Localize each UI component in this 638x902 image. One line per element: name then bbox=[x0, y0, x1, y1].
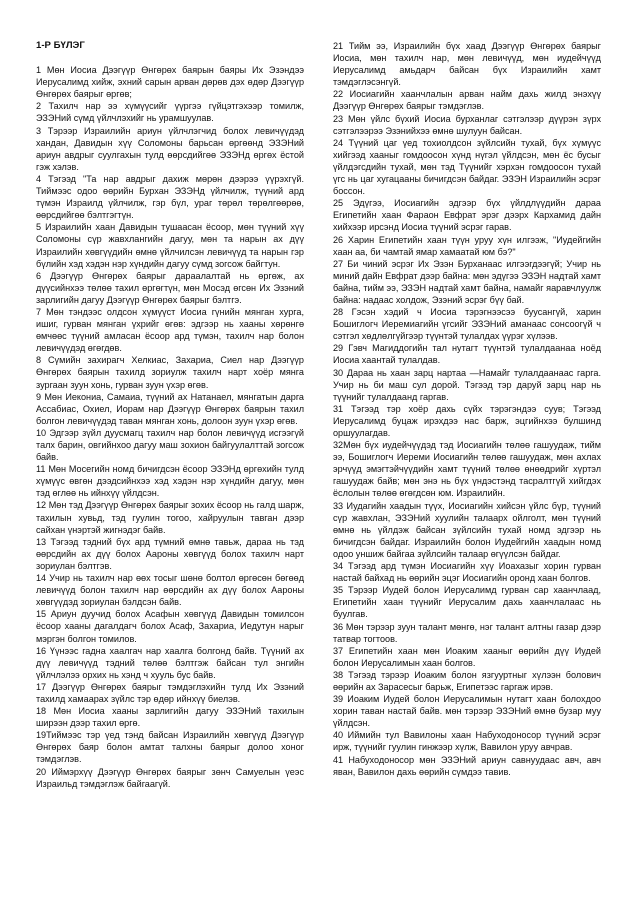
verse-paragraph: 17 Дээгүүр Өнгөрөх баярыг тэмдэглэхийн тулд Их Эзэний тахилд хамаарах зүйлс тэр өдөр ийнхүү биелэв. bbox=[36, 681, 304, 704]
verse-paragraph: 30 Дараа нь хаан зарц нартаа —Намайг тулалдаанаас гарга. Учир нь би маш сул дорой. Тэгээд тэр даруй зарц нар нь түүнийг тулалдаанд гаргав. bbox=[333, 367, 601, 402]
verse-paragraph: 28 Гэсэн хэдий ч Иосиа тэрэгнээсээ буусангүй, харин Бошиглогч Иеремиагийн үгсийг ЭЗЭНий аманаас сонсоогүй ч сэтгэл хөдлөлгүйгээр түүнтэй тулалдах үүрэг хүлээв. bbox=[333, 307, 601, 342]
verse-paragraph: 38 Тэгээд тэрээр Иоаким болон язгууртныг хүлээн болович өөрийн ах Зарасесыг барьж, Египетээс гаргаж ирэв. bbox=[333, 669, 601, 692]
verse-paragraph: 41 Набуходоносор мөн ЭЗЭНий ариун савнуудаас авч, авч яван, Вавилон дахь өөрийн сүмдээ тавив. bbox=[333, 754, 601, 777]
verse-paragraph: 7 Мөн тэндээс олдсон хүмүүст Иосиа гүнийн мянган хурга, ишиг, гурван мянган үхрийг өгөв: эдгээр нь хааны хөрөнгө өмчөөс түүний амласан ёсоор ард түмэн, тахилч нар болон левичүүдэд өгөгдөв. bbox=[36, 306, 304, 354]
verse-paragraph: 39 Иоаким Иудей болон Иерусалимын нутагт хаан болохдоо хорин таван настай байв. мөн тэрээр ЭЗЭНий өмнө бузар муу үйлдсэн. bbox=[333, 694, 601, 729]
verse-paragraph: 16 Үүнээс гадна хаалгач нар хаалга болгонд байв. Түүний ах дүү левичүүд тэдний төлөө бэлтгэж байсан тул энгийн үйлчлэлээ орхих нь хэнд ч хууль бус байв. bbox=[36, 645, 304, 680]
verse-paragraph: 20 Иймэрхүү Дээгүүр Өнгөрөх баярыг зөнч Самуелын үеэс Израильд тэмдэглэж байгаагүй. bbox=[36, 766, 304, 789]
verse-paragraph: 37 Египетийн хаан мөн Иоаким хааныг өөрийн дүү Иудей болон Иерусалимын хаан болгов. bbox=[333, 645, 601, 668]
verse-paragraph: 9 Мөн Иекониа, Самаиа, түүний ах Натанаел, мянгатын дарга Ассабиас, Охиел, Иорам нар Дээгүүр Өнгөрөх баярын тахил болгон левичүүдэд таван мянган хонь, долоон зуун үхэр өгөв. bbox=[36, 391, 304, 426]
verse-paragraph: 18 Мөн Иосиа хааны зарлигийн дагуу ЭЗЭНий тахилын ширээн дээр тахил өргө. bbox=[36, 706, 304, 729]
verse-paragraph: 23 Мөн үйлс бүхий Иосиа бурханлаг сэтгэлээр дүүрэн зүрх сэтгэлээрээ Эзэнийхээ өмнө шулуун байсан. bbox=[333, 113, 601, 136]
left-column bbox=[36, 40, 304, 790]
verse-paragraph: 25 Эдүгээ, Иосиагийн эдгээр бүх үйлдлүүдийн дараа Египетийн хаан Фараон Евфрат эрэг дээрх Кархамид дайн хийхээр ирсэнд Иосиа түүний эсрэг гарав. bbox=[333, 198, 601, 233]
verse-paragraph: 12 Мөн тэд Дээгүүр Өнгөрөх баярыг зохих ёсоор нь галд шарж, тахилын хувьд, тэд гуулин тогоо, хайруулын тавган дээр сайхан үнэртэй жигнэдэг байв. bbox=[36, 500, 304, 535]
verse-paragraph: 19Тиймээс тэр үед тэнд байсан Израилийн хөвгүүд Дээгүүр Өнгөрөх баяр болон амтат талхны баярыг долоо хоног тэмдэглэв. bbox=[36, 730, 304, 765]
left-column-body bbox=[36, 64, 304, 790]
verse-paragraph: 29 Гэвч Магиддогийн тал нутагт түүнтэй тулалдаанаа ноёд Иосиа хаантай тулалдав. bbox=[333, 343, 601, 366]
verse-paragraph: 11 Мөн Мосегийн номд бичигдсэн ёсоор ЭЗЭНд өргөхийн тулд хүмүүс өвгөн дээдсийнхээ хэд хэдэн нэр хүндийн дагуу, мөн тэд өглөө нь ийнхүү үйлдсэн. bbox=[36, 464, 304, 499]
right-column-body bbox=[333, 40, 601, 778]
verse-paragraph: 40 Иймийн тул Вавилоны хаан Набуходоносор түүний эсрэг ирж, түүнийг гуулин гинжээр хүлж, Вавилон уруу авчрав. bbox=[333, 730, 601, 753]
verse-paragraph: 13 Тэгээд тэдний бүх ард түмний өмнө тавьж, дараа нь тэд өөрсдийн ах дүү болох Аароны хөвгүүд болох тахилч нарт зориулан бэлтгэв. bbox=[36, 536, 304, 571]
verse-paragraph: 5 Израилийн хаан Давидын тушаасан ёсоор, мөн түүний хүү Соломоны сүр жавхлангийн дагуу, мөн та нарын ах дүү Израилийн хөвгүүдийн өмнө үйлчилсэн левичүүд та нарын гэр бүлийн хэд хэдэн нэр хүндийн дагуу сүмд зогсож байгтун. bbox=[36, 222, 304, 269]
right-column bbox=[333, 40, 601, 778]
verse-paragraph: 34 Тэгээд ард түмэн Иосиагийн хүү Иоахазыг хорин гурван настай байхад нь өөрийн эцэг Иосиагийн оронд хаан болгов. bbox=[333, 561, 601, 584]
verse-paragraph: 4 Тэгээд "Та нар авдрыг дахиж мөрөн дээрээ үүрэхгүй. Тиймээс одоо өөрийн Бурхан ЭЗЭНд үйлчилж, түүний ард түмэн Израилд үйлчилж, гэр бүл, ураг төрөл төрөлгөөрөө, өөрсдийгөө бэлтгэгтүн. bbox=[36, 173, 304, 221]
verse-paragraph: 22 Иосиагийн хаанчлалын арван найм дахь жилд энэхүү Дээгүүр Өнгөрөх баярыг тэмдэглэв. bbox=[333, 89, 601, 112]
verse-paragraph: 14 Учир нь тахилч нар өөх тосыг шөнө болтол өргөсөн бөгөөд левичүүд болон тахилч нар өөрсдийн ах дүү болох Аароны хөвгүүдэд зориулан бэлдсэн байв. bbox=[36, 573, 304, 608]
verse-paragraph: 2 Тахилч нар ээ хүмүүсийг үүргээ гүйцэтгэхээр томилж, ЭЗЭНий сүмд үйлчлэхийг нь урамшуулав. bbox=[36, 101, 304, 124]
verse-paragraph: 35 Тэрээр Иудей болон Иерусалимд гурван сар хаанчлаад, Египетийн хаан түүнийг Иерусалим дахь хаанчлалаас нь буулгав. bbox=[333, 585, 601, 620]
verse-paragraph: 1 Мөн Иосиа Дээгүүр Өнгөрөх баярын баяры Их Эзэндээ Иерусалимд хийж, эхний сарын арван дөрөв дэх өдөр Дээгүүр Өнгөрөх баярыг өргөв; bbox=[36, 65, 304, 100]
verse-paragraph: 32Мөн бүх иудейчүүдэд тэд Иосиагийн төлөө гашуудаж, тийм ээ, Бошиглогч Иереми Иосиагийн төлөө гашуудаж, мөн ахлах эрчүүд эмэгтэйчүүдийн хамт түүний төлөө өнөөдрийг хүртэл гашуудаж байв; мөн энэ нь бүх үндэстэнд тасралтгүй хийгдэх ёслолын төлөө өгөгдсөн юм. Израилийн. bbox=[333, 440, 601, 499]
verse-paragraph: 36 Мөн тэрээр зуун талант мөнгө, нэг талант алтны газар дээр татвар тогтоов. bbox=[333, 621, 601, 644]
verse-paragraph: 31 Тэгээд тэр хоёр дахь сүйх тэрэгэндээ суув; Тэгээд Иерусалимд буцаж ирэхдээ нас барж, эцгийнхээ булшинд оршуулагдав. bbox=[333, 403, 601, 438]
verse-paragraph: 6 Дээгүүр Өнгөрөх баярыг дараалалтай нь өргөж, ах дүүсийнхээ төлөө тахил өргөгтүн, мөн Мосэд өгсөн Их Эзэний зарлигийн дагуу Дээгүүр Өнгөрөх баярыг бэлтгэ. bbox=[36, 270, 304, 305]
verse-paragraph: 26 Харин Египетийн хаан түүн уруу хүн илгээж, "Иудейгийн хаан аа, би чамтай ямар хамаатай юм бэ?" bbox=[333, 234, 601, 257]
verse-paragraph: 33 Иудагийн хаадын түүх, Иосиагийн хийсэн үйлс бүр, түүний сүр жавхлан, ЭЗЭНий хуулийн талаарх ойлголт, мөн түүний өмнө нь үйлдэж байсан зүйлсийн тухай номд эдгээр нь бичигдсэн байдаг. Израилийн болон Иудейгийн хаадын номд одоо уншиж байгаа зүйлсийн талаар өгүүлсэн байдаг. bbox=[333, 500, 601, 559]
verse-paragraph: 21 Тийм ээ, Израилийн бүх хаад Дээгүүр Өнгөрөх баярыг Иосиа, мөн тахилч нар, мөн левичүүд, мөн иудейчүүд Иерусалимд амьдарч байсан бүх Израилийн хамт тэмдэглэсэнгүй. bbox=[333, 41, 601, 88]
verse-paragraph: 27 Би чиний эсрэг Их Эзэн Бурханаас илгээгдээгүй; Учир нь миний дайн Евфрат дээр байна: мөн эдүгээ ЭЗЭН надтай хамт байна, тийм ээ, ЭЗЭН надтай хамт байна, намайг яаравчлуулж байна: надаас холдож, Эзэний эсрэг бүү бай. bbox=[333, 258, 601, 305]
verse-paragraph: 15 Ариун дуучид болох Асафын хөвгүүд Давидын томилсон ёсоор хааны дагалдагч болох Асаф, Захариа, Иедутун нарыг мэргэн болгон томилов. bbox=[36, 609, 304, 644]
chapter-heading: 1-Р БҮЛЭГ bbox=[36, 40, 85, 51]
verse-paragraph: 10 Эдгээр зүйл дуусмагц тахилч нар болон левичүүд исгээгүй талх барин, овгийнхоо дагуу маш зохион байгуулалттай зогсож байв. bbox=[36, 427, 304, 463]
verse-paragraph: 8 Сүмийн захирагч Хелкиас, Захариа, Сиел нар Дээгүүр Өнгөрөх баярын тахилд зориулж тахилч нарт хоёр мянга зургаан зуун хонь, гурван зуун үхэр өгөв. bbox=[36, 355, 304, 390]
verse-paragraph: 3 Тэрээр Израилийн ариун үйлчлэгчид болох левичүүдэд хандан, Давидын хүү Соломоны барьсан өргөөнд ЭЗЭНий ариун авдрыг суулгахын тулд өөрсдийгөө ЭЗЭНд өргөх ёстой гэж хэлэв. bbox=[36, 125, 304, 172]
verse-paragraph: 24 Түүний цаг үед тохиолдсон зүйлсийн тухай, бүх хүмүүс хийгээд хааныг гомдоосон хүнд нүгэл үйлдсэн, мөн ёс бусыг үйлдэгсдийн тухай, мөн тэд Түүнийг хэрхэн гомдоосон тухай үгс нь цаг хугацааны бичигдсэн байдаг. ЭЗЭН Израилийн эсрэг боссон. bbox=[333, 137, 601, 197]
